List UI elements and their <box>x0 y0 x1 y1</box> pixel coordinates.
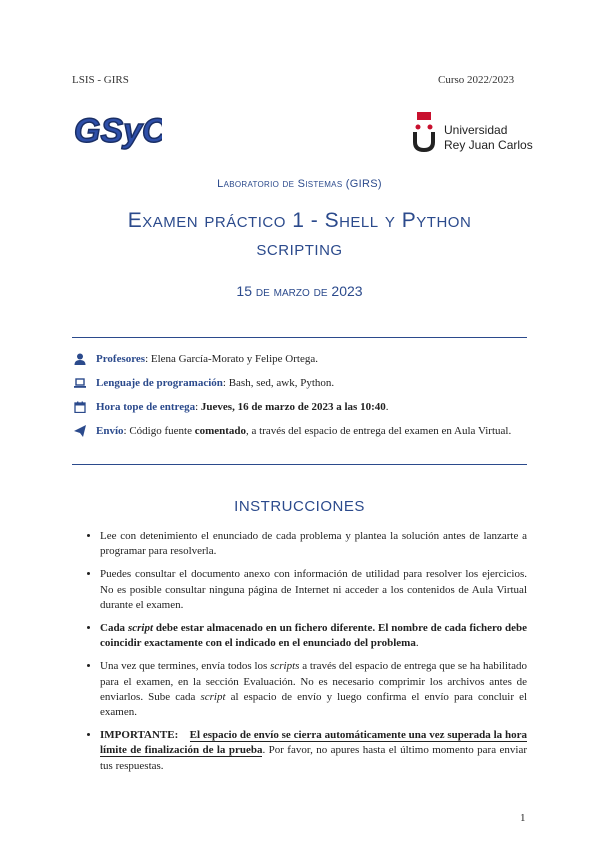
instruction-2-text: Puedes consultar el documento anexo con información de utilidad para resolver los ejercicios. No es posible consultar ninguna página de Internet ni acceder a los contenidos de Aula Virtual durante el examen. <box>100 568 527 611</box>
hora-value: Jueves, 16 de marzo de 2023 a las 10:40 <box>200 401 386 413</box>
instruction-5a: IMPORTANTE: <box>100 729 179 742</box>
bottom-rule <box>72 464 527 465</box>
top-rule <box>72 337 527 338</box>
envio-bold: comentado <box>194 425 247 437</box>
instructions-list <box>86 529 527 782</box>
urjc-logo <box>412 112 533 157</box>
exam-title <box>60 207 539 263</box>
hora-label: Hora tope de entrega <box>96 401 196 413</box>
instruction-4b: scripts <box>270 660 300 673</box>
instruction-1-text: Lee con detenimiento el enunciado de cada problema y plantea la solución antes de lanzarte a programar para resolverla. <box>100 530 527 558</box>
instruction-4a: Una vez que termines, envía todos los <box>100 660 271 673</box>
lenguaje-label: Lenguaje de programación <box>96 377 223 389</box>
instruction-4e: al espacio de envío y luego confirma el envío para concluir el examen. <box>100 690 528 719</box>
instruction-5b: El espacio de envío se cierra automáticamente una vez superada la hora límite de finalización de la prueba <box>100 729 527 757</box>
profesores-label: Profesores <box>96 353 146 365</box>
lenguaje-value: : Bash, sed, awk, Python. <box>222 377 335 389</box>
list-item <box>100 529 527 559</box>
title-line1: Examen práctico 1 - Shell y Python <box>127 209 472 232</box>
urjc-emblem-icon <box>412 112 436 152</box>
instruction-4d: script <box>200 690 226 703</box>
envio-pre: : Código fuente <box>123 425 195 437</box>
profesores-value: : Elena García-Morato y Felipe Ortega. <box>145 353 318 365</box>
gsyc-logo <box>72 110 162 155</box>
urjc-line2: Rey Juan Carlos <box>444 138 533 152</box>
user-icon <box>74 353 86 365</box>
instruction-3b: script <box>127 622 154 635</box>
envio-post: , a través del espacio de entrega del examen en Aula Virtual. <box>246 425 512 437</box>
paper-plane-icon <box>74 425 86 437</box>
instruction-3c: debe estar almacenado en un fichero diferente. El nombre de cada fichero debe coincidir exactamente con el indicado en el enunciado del problema <box>100 622 528 650</box>
gsyc-logo-text: GSyC <box>74 112 162 150</box>
list-item <box>100 659 527 720</box>
lab-name: Laboratorio de Sistemas (GIRS) <box>217 178 382 190</box>
list-item: • Cada script debe estar almacenado en un fichero diferente. El nombre de cada fichero debe coincidir exactamente con el indicado en el enunciado del problema. <box>100 621 527 651</box>
list-item <box>100 567 527 613</box>
envio-label: Envío <box>96 425 124 437</box>
header-right: Curso 2022/2023 <box>438 74 515 86</box>
urjc-line1: Universidad <box>444 123 508 137</box>
title-line2: scripting <box>256 237 343 260</box>
calendar-icon <box>74 401 86 413</box>
header-left: LSIS - GIRS <box>72 74 129 86</box>
section-title: INSTRUCCIONES <box>234 498 365 515</box>
list-item <box>100 728 527 774</box>
page-number: 1 <box>520 812 526 824</box>
instruction-3a: Cada <box>100 622 128 635</box>
instruction-4c: a través del espacio de entrega que se ha habilitado para el examen, en la sección Evaluación. No es necesario comprimir los archivos antes de enviarlos. Sube cada <box>100 660 527 703</box>
laptop-icon <box>74 377 86 389</box>
instruction-5c: . Por favor, no apures hasta el último momento para enviar tus respuestas. <box>100 744 527 772</box>
exam-date: 15 de marzo de 2023 <box>236 283 363 299</box>
